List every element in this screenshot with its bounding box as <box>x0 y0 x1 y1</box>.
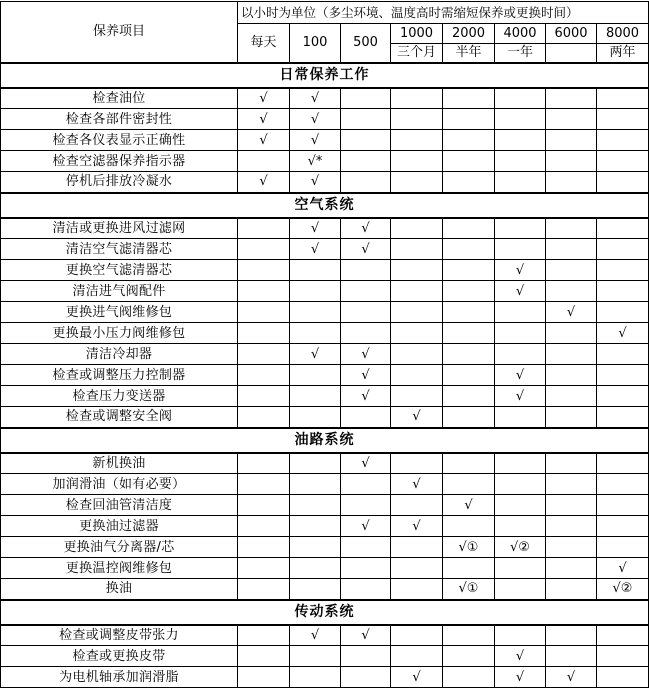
empty-cell <box>238 537 290 558</box>
interval-header-每天: 每天 <box>238 24 290 63</box>
empty-cell <box>546 218 597 239</box>
check-mark-cell: √ <box>391 516 443 537</box>
maintenance-item-label: 更换空气滤清器芯 <box>1 260 238 281</box>
empty-cell <box>546 646 597 667</box>
empty-cell <box>546 474 597 495</box>
empty-cell <box>238 646 290 667</box>
empty-cell <box>341 281 391 302</box>
check-mark-cell: √ <box>341 625 391 646</box>
empty-cell <box>597 109 649 130</box>
empty-cell <box>238 474 290 495</box>
maintenance-row <box>1 172 649 193</box>
empty-cell <box>341 302 391 323</box>
empty-cell <box>546 239 597 260</box>
empty-cell <box>238 495 290 516</box>
interval-header-4000: 4000 <box>495 24 546 44</box>
empty-cell <box>238 407 290 428</box>
check-mark-cell: √ <box>443 495 495 516</box>
interval-header-1000: 1000 <box>391 24 443 44</box>
empty-cell <box>443 151 495 172</box>
empty-cell <box>341 558 391 579</box>
empty-cell <box>495 474 546 495</box>
maintenance-row <box>1 558 649 579</box>
empty-cell <box>238 667 290 688</box>
empty-cell <box>290 453 341 474</box>
check-mark-cell: √ <box>290 218 341 239</box>
empty-cell <box>238 579 290 600</box>
empty-cell <box>546 151 597 172</box>
empty-cell <box>290 323 341 344</box>
empty-cell <box>597 239 649 260</box>
empty-cell <box>238 239 290 260</box>
empty-cell <box>238 218 290 239</box>
empty-cell <box>495 88 546 109</box>
check-mark-cell: √ <box>290 130 341 151</box>
empty-cell <box>391 302 443 323</box>
check-mark-cell: √ <box>290 625 341 646</box>
maintenance-row <box>1 537 649 558</box>
maintenance-item-label: 检查压力变送器 <box>1 386 238 407</box>
maintenance-row <box>1 625 649 646</box>
check-mark-cell: √ <box>290 239 341 260</box>
check-mark-cell: √ <box>290 109 341 130</box>
maintenance-row <box>1 667 649 688</box>
empty-cell <box>546 453 597 474</box>
section-title: 传动系统 <box>1 600 649 625</box>
empty-cell <box>341 151 391 172</box>
maintenance-item-label: 检查或调整皮带张力 <box>1 625 238 646</box>
empty-cell <box>495 579 546 600</box>
maintenance-row <box>1 323 649 344</box>
check-mark-cell: √ <box>495 260 546 281</box>
maintenance-row <box>1 646 649 667</box>
empty-cell <box>443 344 495 365</box>
check-mark-cell: √ <box>597 323 649 344</box>
maintenance-item-label: 清洁冷却器 <box>1 344 238 365</box>
maintenance-item-label: 检查或调整安全阀 <box>1 407 238 428</box>
empty-cell <box>290 386 341 407</box>
maintenance-item-label: 检查油位 <box>1 88 238 109</box>
maintenance-row <box>1 239 649 260</box>
empty-cell <box>495 407 546 428</box>
empty-cell <box>341 130 391 151</box>
empty-cell <box>341 172 391 193</box>
empty-cell <box>391 323 443 344</box>
maintenance-item-label: 更换进气阀维修包 <box>1 302 238 323</box>
check-mark-cell: √ <box>495 386 546 407</box>
empty-cell <box>290 646 341 667</box>
empty-cell <box>391 386 443 407</box>
empty-cell <box>495 130 546 151</box>
empty-cell <box>546 625 597 646</box>
maintenance-row <box>1 365 649 386</box>
period-header: 半年 <box>443 44 495 63</box>
empty-cell <box>391 281 443 302</box>
empty-cell <box>443 218 495 239</box>
empty-cell <box>546 579 597 600</box>
empty-cell <box>290 407 341 428</box>
empty-cell <box>597 344 649 365</box>
empty-cell <box>495 239 546 260</box>
maintenance-row <box>1 579 649 600</box>
empty-cell <box>546 407 597 428</box>
interval-header-6000: 6000 <box>546 24 597 44</box>
empty-cell <box>391 453 443 474</box>
empty-cell <box>546 516 597 537</box>
empty-cell <box>238 453 290 474</box>
maintenance-row <box>1 302 649 323</box>
empty-cell <box>341 260 391 281</box>
maintenance-item-label: 检查或调整压力控制器 <box>1 365 238 386</box>
check-mark-cell: √① <box>443 579 495 600</box>
empty-cell <box>391 88 443 109</box>
check-mark-cell: √ <box>341 218 391 239</box>
empty-cell <box>443 88 495 109</box>
empty-cell <box>597 407 649 428</box>
header-row-unit <box>1 2 649 24</box>
section-title: 空气系统 <box>1 193 649 218</box>
check-mark-cell: √ <box>546 302 597 323</box>
empty-cell <box>495 495 546 516</box>
maintenance-row <box>1 130 649 151</box>
empty-cell <box>391 344 443 365</box>
maintenance-item-label: 清洁或更换进风过滤网 <box>1 218 238 239</box>
empty-cell <box>546 88 597 109</box>
check-mark-cell: √ <box>341 365 391 386</box>
empty-cell <box>238 281 290 302</box>
maintenance-item-label: 换油 <box>1 579 238 600</box>
empty-cell <box>443 516 495 537</box>
check-mark-cell: √ <box>495 281 546 302</box>
empty-cell <box>495 218 546 239</box>
section-row <box>1 428 649 453</box>
maintenance-item-label: 检查各仪表显示正确性 <box>1 130 238 151</box>
empty-cell <box>546 558 597 579</box>
empty-cell <box>443 365 495 386</box>
maintenance-item-label: 停机后排放冷凝水 <box>1 172 238 193</box>
empty-cell <box>290 558 341 579</box>
check-mark-cell: √ <box>238 130 290 151</box>
empty-cell <box>495 302 546 323</box>
empty-cell <box>391 260 443 281</box>
empty-cell <box>495 558 546 579</box>
empty-cell <box>546 260 597 281</box>
empty-cell <box>495 516 546 537</box>
maintenance-item-label: 为电机轴承加润滑脂 <box>1 667 238 688</box>
empty-cell <box>341 495 391 516</box>
empty-cell <box>597 151 649 172</box>
empty-cell <box>290 302 341 323</box>
maintenance-item-label: 检查或更换皮带 <box>1 646 238 667</box>
check-mark-cell: √ <box>391 407 443 428</box>
empty-cell <box>391 646 443 667</box>
maintenance-row <box>1 495 649 516</box>
empty-cell <box>290 495 341 516</box>
empty-cell <box>290 260 341 281</box>
empty-cell <box>391 579 443 600</box>
maintenance-item-label: 更换油过滤器 <box>1 516 238 537</box>
maintenance-row <box>1 260 649 281</box>
check-mark-cell: √ <box>597 558 649 579</box>
empty-cell <box>597 302 649 323</box>
empty-cell <box>597 667 649 688</box>
maintenance-item-label: 更换最小压力阀维修包 <box>1 323 238 344</box>
maintenance-row <box>1 281 649 302</box>
empty-cell <box>443 323 495 344</box>
empty-cell <box>341 537 391 558</box>
maintenance-item-label: 清洁进气阀配件 <box>1 281 238 302</box>
empty-cell <box>391 558 443 579</box>
empty-cell <box>290 516 341 537</box>
empty-cell <box>443 130 495 151</box>
empty-cell <box>597 172 649 193</box>
empty-cell <box>341 474 391 495</box>
check-mark-cell: √ <box>238 109 290 130</box>
check-mark-cell: √② <box>597 579 649 600</box>
empty-cell <box>597 130 649 151</box>
empty-cell <box>238 625 290 646</box>
empty-cell <box>443 302 495 323</box>
maintenance-item-label: 更换温控阀维修包 <box>1 558 238 579</box>
empty-cell <box>391 537 443 558</box>
empty-cell <box>391 109 443 130</box>
maintenance-row <box>1 516 649 537</box>
empty-cell <box>238 386 290 407</box>
empty-cell <box>238 260 290 281</box>
empty-cell <box>546 344 597 365</box>
check-mark-cell: √ <box>495 646 546 667</box>
empty-cell <box>341 667 391 688</box>
empty-cell <box>546 537 597 558</box>
empty-cell <box>495 323 546 344</box>
empty-cell <box>443 407 495 428</box>
check-mark-cell: √① <box>443 537 495 558</box>
maintenance-item-label: 新机换油 <box>1 453 238 474</box>
empty-cell <box>391 239 443 260</box>
check-mark-cell: √ <box>495 667 546 688</box>
empty-cell <box>546 365 597 386</box>
check-mark-cell: √* <box>290 151 341 172</box>
empty-cell <box>546 323 597 344</box>
empty-cell <box>443 453 495 474</box>
empty-cell <box>495 453 546 474</box>
empty-cell <box>546 495 597 516</box>
check-mark-cell: √ <box>290 172 341 193</box>
empty-cell <box>597 537 649 558</box>
empty-cell <box>546 172 597 193</box>
empty-cell <box>443 646 495 667</box>
maintenance-row <box>1 151 649 172</box>
empty-cell <box>443 667 495 688</box>
empty-cell <box>391 625 443 646</box>
check-mark-cell: √ <box>341 386 391 407</box>
maintenance-item-label: 更换油气分离器/芯 <box>1 537 238 558</box>
empty-cell <box>495 109 546 130</box>
period-header: 一年 <box>495 44 546 63</box>
empty-cell <box>443 281 495 302</box>
empty-cell <box>443 109 495 130</box>
empty-cell <box>597 516 649 537</box>
maintenance-row <box>1 474 649 495</box>
interval-header-8000: 8000 <box>597 24 649 44</box>
empty-cell <box>391 218 443 239</box>
check-mark-cell: √ <box>290 344 341 365</box>
empty-cell <box>495 625 546 646</box>
check-mark-cell: √ <box>391 667 443 688</box>
empty-cell <box>597 281 649 302</box>
maintenance-item-label: 清洁空气滤清器芯 <box>1 239 238 260</box>
empty-cell <box>290 579 341 600</box>
maintenance-row <box>1 109 649 130</box>
empty-cell <box>290 537 341 558</box>
empty-cell <box>391 365 443 386</box>
empty-cell <box>238 302 290 323</box>
period-header: 三个月 <box>391 44 443 63</box>
empty-cell <box>443 625 495 646</box>
maintenance-item-label: 检查空滤器保养指示器 <box>1 151 238 172</box>
empty-cell <box>341 88 391 109</box>
empty-cell <box>290 474 341 495</box>
empty-cell <box>597 386 649 407</box>
empty-cell <box>443 386 495 407</box>
interval-header-500: 500 <box>341 24 391 63</box>
empty-cell <box>391 495 443 516</box>
maintenance-row <box>1 386 649 407</box>
maintenance-row <box>1 407 649 428</box>
empty-cell <box>238 558 290 579</box>
check-mark-cell: √ <box>290 88 341 109</box>
empty-cell <box>391 172 443 193</box>
section-title: 油路系统 <box>1 428 649 453</box>
check-mark-cell: √ <box>341 516 391 537</box>
check-mark-cell: √ <box>495 365 546 386</box>
empty-cell <box>495 172 546 193</box>
item-column-header: 保养项目 <box>1 2 238 63</box>
empty-cell <box>443 172 495 193</box>
empty-cell <box>546 130 597 151</box>
empty-cell <box>443 474 495 495</box>
empty-cell <box>546 109 597 130</box>
interval-header-100: 100 <box>290 24 341 63</box>
maintenance-item-label: 检查回油管清洁度 <box>1 495 238 516</box>
section-row <box>1 63 649 88</box>
check-mark-cell: √② <box>495 537 546 558</box>
empty-cell <box>597 218 649 239</box>
check-mark-cell: √ <box>238 172 290 193</box>
empty-cell <box>341 646 391 667</box>
maintenance-item-label: 检查各部件密封性 <box>1 109 238 130</box>
empty-cell <box>341 109 391 130</box>
maintenance-row <box>1 88 649 109</box>
empty-cell <box>391 130 443 151</box>
empty-cell <box>238 365 290 386</box>
empty-cell <box>238 151 290 172</box>
empty-cell <box>443 558 495 579</box>
check-mark-cell: √ <box>341 453 391 474</box>
section-row <box>1 193 649 218</box>
section-title: 日常保养工作 <box>1 63 649 88</box>
section-row <box>1 600 649 625</box>
empty-cell <box>238 323 290 344</box>
interval-header-2000: 2000 <box>443 24 495 44</box>
empty-cell <box>341 407 391 428</box>
empty-cell <box>290 667 341 688</box>
maintenance-schedule-table <box>0 1 649 688</box>
maintenance-row <box>1 453 649 474</box>
empty-cell <box>546 281 597 302</box>
period-header <box>546 44 597 63</box>
empty-cell <box>443 260 495 281</box>
empty-cell <box>597 474 649 495</box>
check-mark-cell: √ <box>341 239 391 260</box>
maintenance-row <box>1 218 649 239</box>
empty-cell <box>341 323 391 344</box>
empty-cell <box>341 579 391 600</box>
empty-cell <box>597 453 649 474</box>
empty-cell <box>495 344 546 365</box>
check-mark-cell: √ <box>391 474 443 495</box>
check-mark-cell: √ <box>238 88 290 109</box>
empty-cell <box>290 365 341 386</box>
empty-cell <box>546 386 597 407</box>
check-mark-cell: √ <box>546 667 597 688</box>
empty-cell <box>443 239 495 260</box>
empty-cell <box>238 344 290 365</box>
empty-cell <box>290 281 341 302</box>
unit-note: 以小时为单位（多尘环境、温度高时需缩短保养或更换时间） <box>238 2 649 24</box>
maintenance-item-label: 加润滑油（如有必要） <box>1 474 238 495</box>
empty-cell <box>597 646 649 667</box>
empty-cell <box>597 625 649 646</box>
check-mark-cell: √ <box>341 344 391 365</box>
period-header: 两年 <box>597 44 649 63</box>
empty-cell <box>495 151 546 172</box>
maintenance-row <box>1 344 649 365</box>
empty-cell <box>391 151 443 172</box>
empty-cell <box>597 365 649 386</box>
empty-cell <box>597 495 649 516</box>
empty-cell <box>597 88 649 109</box>
empty-cell <box>238 516 290 537</box>
empty-cell <box>597 260 649 281</box>
